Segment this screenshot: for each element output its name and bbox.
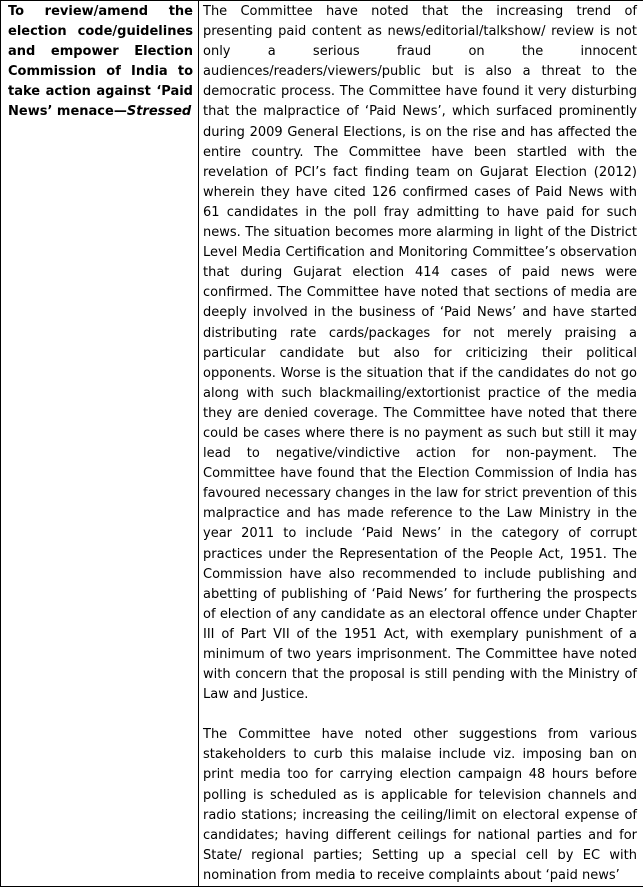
subject-text <box>1 1 198 123</box>
table-row <box>1 1 643 887</box>
subject-heading: To review/amend the election code/guidelines and empower Election Commission of India to take action against ‘Paid News’ menace— <box>8 4 193 119</box>
status-label: Stressed <box>127 104 191 119</box>
observation-text <box>199 1 643 886</box>
observation-paragraph-2: The Committee have noted other suggestions from various stakeholders to curb this malaise include viz. imposing ban on print media too for carrying election campaign 48 hours before polling is scheduled as is applicable for television channels and radio stations; increasing the ceiling/limit on electoral expense of candidates; having different ceilings for national parties and for State/ regional parties; Setting up a special cell by EC with nomination from media to receive complaints about ‘paid news’ <box>203 725 637 886</box>
subject-cell <box>1 1 199 887</box>
observation-paragraph-1: The Committee have noted that the increasing trend of presenting paid content as news/editorial/talkshow/ review is not only a serious fraud on the innocent audiences/readers/viewers/public but is also a threat to the democratic process. The Committee have found it very disturbing that the malpractice of ‘Paid News’, which surfaced prominently during 2009 General Elections, is on the rise and has affected the entire country. The Committee have been startled with the revelation of PCI’s fact finding team on Gujarat Election (2012) wherein they have cited 126 confirmed cases of Paid News with 61 candidates in the poll fray admitting to have paid for such news. The situation becomes more alarming in light of the District Level Media Certification and Monitoring Committee’s observation that during Gujarat election 414 cases of paid news were confirmed. The Committee have noted that sections of media are deeply involved in the business of ‘Paid News’ and have started distributing rate cards/packages for not merely praising a particular candidate but also for criticizing their political opponents. Worse is the situation that if the candidates do not go along with such blackmailing/extortionist practice of the media they are denied coverage. The Committee have noted that there could be cases where there is no payment as such but still it may lead to negative/vindictive action for non-payment. The Committee have found that the Election Commission of India has favoured necessary changes in the law for strict prevention of this malpractice and has made reference to the Law Ministry in the year 2011 to include ‘Paid News’ in the category of corrupt practices under the Representation of the People Act, 1951. The Commission have also recommended to include publishing and abetting of publishing of ‘Paid News’ for furthering the prospects of election of any candidate as an electoral offence under Chapter III of Part VII of the 1951 Act, with exemplary punishment of a minimum of two years imprisonment. The Committee have noted with concern that the proposal is still pending with the Ministry of Law and Justice. <box>203 2 637 705</box>
observation-cell <box>199 1 643 887</box>
